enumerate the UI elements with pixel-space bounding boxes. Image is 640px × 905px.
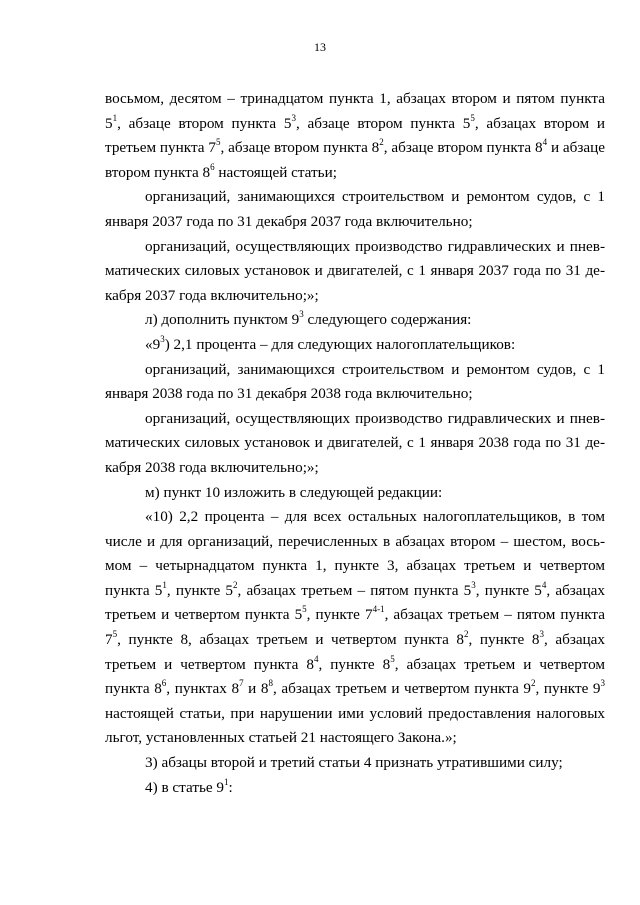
superscript-index: 1 [162, 579, 167, 590]
text-run: , абзацах третьем – пятом пункта 5 [237, 581, 472, 599]
paragraph [105, 235, 605, 309]
superscript-index: 4 [313, 653, 319, 664]
text-run: настоящей статьи, при нарушении ими условий предоставления налоговых льгот, установленных статьей 21 настоящего Закона.»; [105, 704, 605, 747]
superscript-index: 6 [161, 678, 167, 689]
page-number: 13 [314, 40, 326, 54]
paragraph [105, 776, 605, 801]
text-run: организаций, осуществляющих производство гидравлических и пневматических силовых установок и двигателей, с 1 января 2038 года по 31 декабря 2038 года включительно;»; [105, 409, 605, 476]
superscript-index: 5 [470, 112, 475, 123]
superscript-index: 5 [112, 629, 118, 639]
text-run: , пунктах 8 [166, 680, 240, 698]
text-run: , абзацах третьем и четвертом пункта 5 [105, 581, 606, 624]
text-run: , пункте 8 [468, 631, 540, 649]
text-run: л) дополнить пунктом 9 [145, 311, 300, 329]
text-run: «10) 2,2 процента – для всех остальных налогоплательщиков, в том числе и для организаций, перечисленных в абзацах втором – шестом, восьмом – четырнадцатом пункта 1, пункте 3, абзацах третьем и четвертом пункта 5 [105, 508, 605, 599]
text-run: , абзацах третьем и четвертом пункта 9 [273, 680, 532, 698]
superscript-index: 2 [531, 678, 536, 689]
superscript-index: 7 [239, 678, 244, 689]
superscript-index: 5 [215, 137, 221, 148]
text-run: , абзацах третьем – пятом пункта 7 [105, 606, 605, 649]
superscript-index: 3 [291, 112, 296, 123]
paragraph [105, 358, 605, 407]
text-run: 3) абзацы второй и третий статьи 4 признать утратившими силу; [145, 754, 563, 772]
text-run: организаций, осуществляющих производство гидравлических и пневматических силовых установок и двигателей, с 1 января 2037 года по 31 декабря 2037 года включительно;»; [105, 237, 605, 304]
superscript-index: 5 [390, 653, 395, 664]
text-run: , абзаце втором пункта 8 [383, 139, 543, 157]
text-run: , пункте 9 [535, 680, 601, 698]
superscript-index: 3 [471, 579, 476, 590]
document-body [105, 87, 605, 800]
text-run: 4) в статье 9 [145, 778, 225, 796]
superscript-index: 6 [210, 161, 215, 172]
text-run: ) 2,1 процента – для следующих налогоплательщиков: [164, 335, 516, 353]
text-run: , абзаце втором пункта 5 [295, 114, 471, 132]
text-run: , абзаце втором пункта 5 [117, 114, 292, 132]
text-run: , абзацах третьем и четвертом пункта 8 [105, 631, 606, 673]
paragraph [105, 87, 605, 185]
paragraph [105, 308, 605, 333]
text-run: , пункте 5 [475, 581, 542, 599]
text-run: , абзацах втором и третьем пункта 7 [105, 114, 606, 157]
text-run: , пункте 8 [318, 655, 391, 673]
superscript-index: 8 [268, 678, 273, 689]
superscript-index: 1 [112, 112, 118, 123]
text-run: , пункте 5 [166, 581, 233, 599]
text-run: , пункте 8, абзацах третьем и четвертом пункта 8 [117, 631, 464, 649]
text-run: «9 [145, 335, 161, 353]
text-run: м) пункт 10 изложить в следующей редакции: [145, 483, 443, 501]
paragraph [105, 505, 605, 751]
superscript-index: 5 [302, 604, 307, 615]
text-run: организаций, занимающихся строительством и ремонтом судов, с 1 января 2037 года по 31 декабря 2037 года включительно; [105, 188, 605, 230]
paragraph [105, 185, 605, 234]
superscript-index: 3 [160, 333, 165, 344]
superscript-index: 3 [299, 309, 304, 320]
paragraph [105, 407, 605, 481]
text-run: следующего содержания: [303, 311, 472, 329]
text-run: , абзаце втором пункта 8 [220, 139, 380, 157]
text-run: организаций, занимающихся строительством и ремонтом судов, с 1 января 2038 года по 31 декабря 2038 года включительно; [105, 360, 605, 403]
superscript-index: 2 [379, 137, 384, 148]
superscript-index: 4-1 [372, 604, 385, 615]
text-run: настоящей статьи; [214, 163, 337, 181]
superscript-index: 3 [600, 678, 606, 689]
superscript-index: 2 [464, 629, 469, 639]
paragraph [105, 751, 605, 776]
text-run: восьмом, десятом – тринадцатом пункта 1, абзацах втором и пятом пункта 5 [105, 90, 605, 132]
text-run: и 8 [243, 680, 269, 698]
text-run: , пункте 7 [306, 606, 373, 624]
paragraph [105, 481, 605, 506]
text-run: , абзацах третьем и четвертом пункта 8 [105, 655, 605, 698]
paragraph [105, 333, 605, 358]
superscript-index: 1 [224, 776, 229, 787]
superscript-index: 3 [539, 629, 544, 639]
text-run: : [228, 778, 233, 796]
superscript-index: 4 [542, 137, 548, 148]
text-run: и абзаце втором пункта 8 [105, 139, 606, 181]
superscript-index: 2 [232, 579, 238, 590]
superscript-index: 4 [541, 579, 547, 590]
